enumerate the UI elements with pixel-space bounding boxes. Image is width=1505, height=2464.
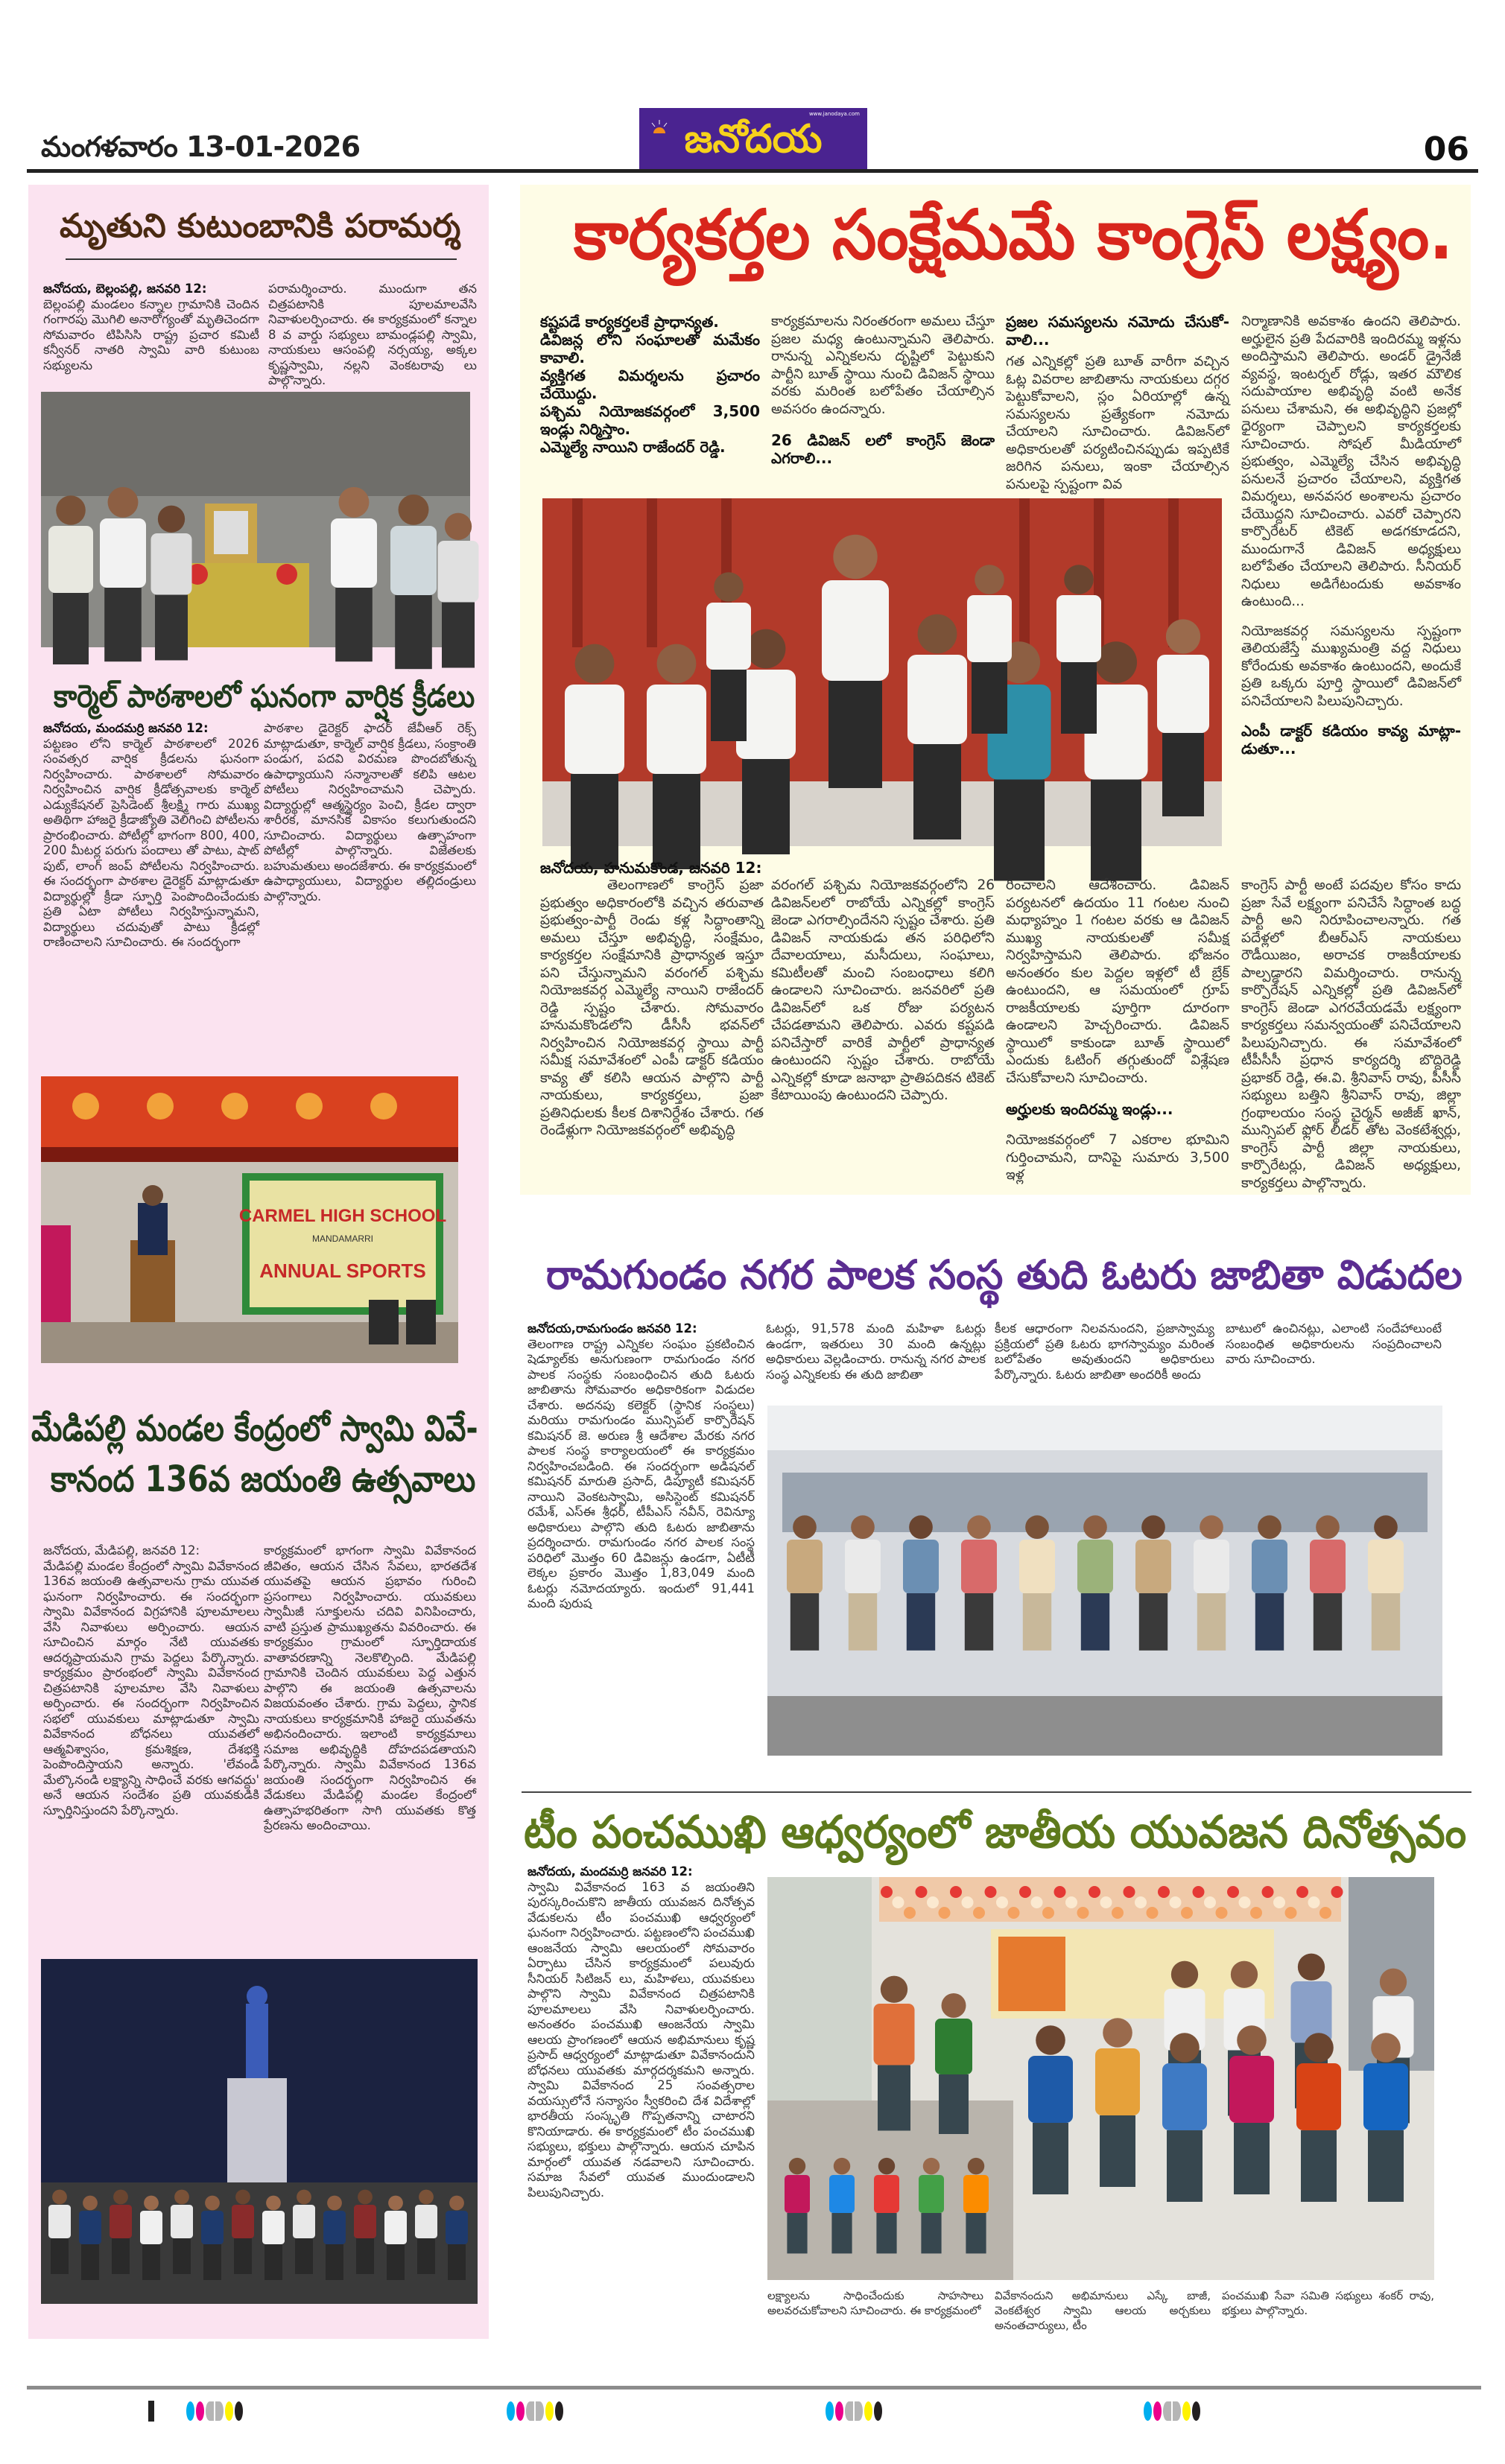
- main-text-bottom-2: వరంగల్ పశ్చిమ నియోజకవర్గంలోని 26 డివిజన్‌లలో రాబోయే ఎన్నికల్లో కాంగ్రెస్ జెండా ఎగరాల్సిందేనని స్పష్టం చేశారు. ప్రతి డివిజన్ నాయకుడు తన పరిధిలోని దేవాలయాలు, మసీదులు, సంఘాలు, కమిటీలతో మంచి సంబంధాలు కలిగి ఉండాలని సూచించారు. జనవరిలో ప్రతి డివిజన్‌లో ఒక రోజు పర్యటన చేపడతామని తెలిపారు. ఎవరు కష్టపడి పనిచేస్తారో వారికే పార్టీలో ప్రాధాన్యత ఉంటుందని స్పష్టం చేశారు. రాబోయే ఎన్నికల్లో కూడా జనాభా ప్రాతిపదికన టికెట్ కేటాయింపు ఉంటుందని చెప్పారు.: [771, 877, 995, 1103]
- flower: [973, 1907, 985, 1919]
- logo-name: జనోదయ: [684, 117, 823, 162]
- panchamukhi-caption-col3: [1222, 2288, 1434, 2321]
- main-text-right-top: నిర్మాణానికి అవకాశం ఉందని తెలిపారు. అర్హులైన ప్రతి పేదవారికి ఇందిరమ్మ ఇళ్లను అందిస్తామని తెలిపారు. అండర్ డ్రైనేజీ వ్యవస్థ, ఇంటర్నల్ రోడ్లు, ఇతర మౌలిక సదుపాయాల అభివృద్ధి వంటి అనేక పనులు చేశామని, ఈ అభివృద్ధిని ప్రజల్లో ధైర్యంగా చెప్పాలని కార్యకర్తలకు సూచించారు. సోషల్ మీడియాలో ప్రభుత్వం, ఎమ్మెల్యే చేసిన అభివృద్ధి పనులనే ప్రచారం చేయాలని, వ్యక్తిగత విమర్శలు, అనవసర అంశాలను ప్రచారం చేయొద్దని సూచించారు. ఎవరో చెప్పారని కార్పొరేటర్ టికెట్ అడగకూడదని, ముందుగానే డివిజన్ అధ్యక్షులు బలోపేతం చేయాలని తెలిపారు. సీనియర్ నిధులు అడిగేటందుకు అవకాశం ఉంటుంది...: [1241, 314, 1461, 609]
- ramagundam-text-1: తెలంగాణ రాష్ట్ర ఎన్నికల సంఘం ప్రకటించిన షెడ్యూల్‌కు అనుగుణంగా రామగుండం నగర పాలక సంస్థకు సంబంధించిన తుది ఓటరు జాబితాను సోమవారం అధికారికంగా విడుదల చేశారు. అదనపు కలెక్టర్ (స్థానిక సంస్థలు) మరియు రామగుండం మున్సిపల్ కార్పొరేషన్ కమిషనర్ జె. అరుణ శ్రీ ఆదేశాల మేరకు నగర పాలక సంస్థ కార్యాలయంలో ఈ కార్యక్రమం నిర్వహించబడింది. ఈ సందర్భంగా అడిషనల్ కమిషనర్ మారుతి ప్రసాద్, డిప్యూటీ కమిషనర్ నాయిని వెంకటస్వామి, అసిస్టెంట్ కమిషనర్ రమేశ్, ఎస్ఈ శ్రీధర్, టీపీఎస్ నవీన్, రెవిన్యూ అధికారులు పాల్గొని తుది ఓటరు జాబితాను ప్రదర్శించారు. రామగుండం నగర పాలక సంస్థ పరిధిలో మొత్తం 60 డివిజన్లు ఉండగా, ఏటీటీ లెక్కల ప్రకారం మొత్తం 1,83,049 మంది ఓటర్లు నమోదయ్యారు. ఇందులో 91,441 మంది పురుష: [527, 1336, 755, 1610]
- subhead-public-issues: ప్రజల సమస్యలను నమోదు చేసుకో-వాలి...: [1006, 313, 1229, 349]
- subhead-mp: ఎంపీ డాక్టర్ కడియం కావ్య మాట్లా-డుతూ...: [1241, 722, 1461, 758]
- color-swatch: [874, 2401, 882, 2421]
- ramagundam-col2: [766, 1321, 986, 1396]
- flower: [1100, 1896, 1112, 1908]
- youth-day-photo-image: [767, 1877, 1434, 2280]
- masthead-logo: [639, 108, 867, 171]
- school-town-sign: MANDAMARRI: [311, 1233, 374, 1244]
- panchamukhi-headline: టీం పంచముఖి ఆధ్వర్యంలో జాతీయ యువజన దినోత్సవం: [524, 1806, 1467, 1858]
- ramagundam-col1: [527, 1321, 755, 1761]
- main-text-right-mid: నియోజకవర్గ సమస్యలను స్పష్టంగా తెలియజేస్తే ముఖ్యమంత్రి వద్ద నిధులు కోరేందుకు అవకాశం ఉంటుందని, అందుకే ప్రతి ఒక్కరు పూర్తి స్థాయిలో డివిజన్‌లో పనిచేయాలని పిలుపునిచ్చారు.: [1241, 623, 1461, 709]
- main-bottom-col3: [1006, 877, 1229, 1183]
- page-number: 06: [1423, 130, 1469, 168]
- main-top-col2: [771, 313, 995, 492]
- flower: [962, 1896, 974, 1908]
- flower: [1008, 1907, 1020, 1919]
- story1-col2: [268, 282, 477, 387]
- flower: [1273, 1896, 1285, 1908]
- youth-day-photo: [767, 1877, 1434, 2280]
- color-swatch: [215, 2401, 224, 2421]
- footer-rule: [27, 2386, 1481, 2390]
- flower: [1331, 1886, 1343, 1898]
- annual-sports-photo-image: [41, 1076, 458, 1363]
- color-registration-marks: [826, 2401, 882, 2421]
- story2-headline: కార్మెల్ పాఠశాలలో ఘనంగా వార్షిక క్రీడలు: [54, 678, 475, 714]
- color-swatch: [516, 2401, 525, 2421]
- flower: [1054, 1886, 1066, 1898]
- panchamukhi-col1: [527, 1864, 755, 2320]
- story1-dateline: జనోదయ, బెల్లంపల్లి, జనవరి 12:: [43, 282, 207, 296]
- flower: [927, 1896, 939, 1908]
- color-swatch: [1173, 2401, 1181, 2421]
- school-name-sign: CARMEL HIGH SCHOOL: [238, 1206, 447, 1226]
- vivekananda-night-photo-image: [41, 1959, 478, 2304]
- story3-col1: [43, 1543, 259, 1946]
- main-right-col: [1241, 313, 1461, 834]
- condolence-photo-image: [41, 392, 470, 647]
- color-swatch: [206, 2401, 214, 2421]
- flower: [893, 1896, 904, 1908]
- flower: [1204, 1896, 1216, 1908]
- header-rule: [27, 169, 1478, 173]
- panchamukhi-dateline: జనోదయ, మందమర్రి జనవరి 12:: [527, 1864, 693, 1879]
- meeting-photo: [542, 498, 1222, 846]
- color-swatch: [1163, 2401, 1171, 2421]
- main-highlights: [540, 313, 760, 492]
- flower: [1089, 1886, 1100, 1898]
- main-text-bottom-3: రించాలని ఆదేశించారు. డివిజన్ పర్యటనలో ఉదయం 11 గంటల నుంచి మధ్యాహ్నం 1 గంటల వరకు ఆ డివిజన్ ముఖ్య నాయకులతో సమీక్ష నిర్వహిస్తామని తెలిపారు. భోజనం అనంతరం కుల పెద్దల ఇళ్లలో టీ బ్రేక్ ఉంటుందని, ఆ సమయంలో గ్రూప్ రాజకీయాలకు పూర్తిగా దూరంగా ఉండాలని హెచ్చరించారు. డివిజన్ స్థాయిలో కాకుండా బూత్ స్థాయిలో ఎందుకు ఓటింగ్ తగ్గుతుందో విశ్లేషణ చేసుకోవాలని సూచించారు.: [1006, 877, 1229, 1086]
- ramagundam-col3: [995, 1321, 1214, 1396]
- flower: [1227, 1886, 1239, 1898]
- color-swatch: [845, 2401, 853, 2421]
- story3-text-2: కార్యక్రమంలో భాగంగా స్వామి వివేకానంద జీవితం, ఆయన చేసిన సేవలు, భారతదేశ యువతపై ఆయన ప్రభావం గురించి ప్రసంగాలు నిర్వహించారు. యువకులు స్వామీజీ సూక్తులను చదివి వినిపించారు, వాటి ప్రస్తుత ప్రాముఖ్యతను వివరించారు. ఈ కార్యక్రమం గ్రామంలో స్ఫూర్తిదాయక వాతావరణాన్ని నెలకొల్పింది. మేడిపల్లి గ్రామానికి చెందిన యువకులు పెద్ద ఎత్తున పాల్గొని ఈ జయంతి ఉత్సవాలను విజయవంతం చేశారు. గ్రామ పెద్దలు, స్థానిక నాయకులు కార్యక్రమానికి హాజరై యువతను అభినందించారు. ఇలాంటి కార్యక్రమాలు సమాజ అభివృద్ధికి దోహదపడతాయని పేర్కొన్నారు. స్వామి వివేకానంద 136వ జయంతి సందర్భంగా నిర్వహించిన ఈ వేడుకలు మేడిపల్లి మండల కేంద్రంలో ఉత్సాహభరితంగా సాగి యువతకు కొత్త ప్రేరణను అందించాయి.: [264, 1543, 476, 1832]
- story1-col1: [43, 282, 259, 378]
- flower: [1181, 1907, 1193, 1919]
- flower: [1065, 1896, 1077, 1908]
- flower: [1124, 1886, 1135, 1898]
- story3-text-1: మేడిపల్లి మండల కేంద్రంలో స్వామి వివేకానంద 136వ జయంతి ఉత్సవాలను గ్రామ యువత ఘనంగా నిర్వహించారు. ఈ సందర్భంగా స్వామి వివేకానంద విగ్రహానికి పూలమాలలు వేసి నివాళులు అర్పించారు. ఆయన సూచించిన మార్గం నేటి యువతకు ఆదర్శప్రాయమని గ్రామ పెద్దలు పేర్కొన్నారు. కార్యక్రమం ప్రారంభంలో స్వామి వివేకానంద చిత్రపటానికి పూలమాల వేసి నివాళులు అర్పించారు. ఈ సందర్భంగా నిర్వహించిన సభలో యువకులు మాట్లాడుతూ స్వామి వివేకానంద బోధనలు యువతలో ఆత్మవిశ్వాసం, క్రమశిక్షణ, దేశభక్తి పెంపొందిస్తాయని అన్నారు. 'లేవండి మేల్కొనండి లక్ష్యాన్ని సాధించే వరకు ఆగవద్దు' అనే ఆయన సందేశం ప్రతి యువకుడికి స్ఫూర్తినిస్తుందని పేర్కొన్నారు.: [43, 1558, 259, 1817]
- story2-col2: [264, 721, 476, 967]
- flower: [1158, 1886, 1170, 1898]
- color-swatch: [507, 2401, 515, 2421]
- issue-date: మంగళవారం 13-01-2026: [41, 130, 361, 163]
- flower: [1135, 1896, 1147, 1908]
- subhead-indiramma: అర్హులకు ఇందిరమ్మ ఇండ్లు...: [1006, 1100, 1173, 1118]
- ramagundam-text-2: ఓటర్లు, 91,578 మంది మహిళా ఓటర్లు ఉండగా, ఇతరులు 30 మంది ఉన్నట్లు అధికారులు వెల్లడించారు. రానున్న నగర పాలక సంస్థ ఎన్నికలకు ఈ తుది జాబితా: [766, 1321, 986, 1382]
- condolence-photo: [41, 392, 470, 647]
- story3-dateline: జనోదయ, మేడిపల్లి, జనవరి 12:: [43, 1543, 200, 1558]
- highlight-1: కష్టపడే కార్యకర్తలకే ప్రాధాన్యత.: [540, 313, 719, 331]
- flower: [1216, 1907, 1228, 1919]
- panchamukhi-caption-2: వివేకానందుని అభిమానులు ఎస్కే బాజీ, వెంకటేశ్వర స్వామి ఆలయ అర్చకులు అనంతచార్యులు, టీం: [995, 2289, 1211, 2332]
- story2-dateline: జనోదయ, మందమర్రి జనవరి 12:: [43, 721, 209, 735]
- panchamukhi-caption-3: పంచముఖి సేవా సమితి సభ్యులు శంకర్ రావు, భక్తులు పాల్గొన్నారు.: [1222, 2289, 1434, 2317]
- panchamukhi-caption-col2: [995, 2288, 1211, 2332]
- registration-mark: [148, 2401, 154, 2422]
- color-swatch: [1153, 2401, 1162, 2421]
- story3-headline-line2: కానంద 136వ జయంతి ఉత్సవాలు: [51, 1458, 476, 1500]
- color-swatch: [225, 2401, 233, 2421]
- flower: [1285, 1907, 1297, 1919]
- subhead-26-divisions: 26 డివిజన్ లలో కాంగ్రెస్ జెండా ఎగరాలి...: [771, 431, 995, 467]
- story2-col1: [43, 721, 259, 1004]
- highlight-4: పశ్చిమ నియోజకవర్గంలో 3,500 ఇండ్లు నిర్మిస్తాం.: [540, 402, 760, 438]
- story2-text-1: పట్టణం లోని కార్మెల్ పాఠశాలలో 2026 సంవత్సర వార్షిక క్రీడలను ఘనంగా నిర్వహించారు. పాఠశాలలో సోమవారం నిర్వహించిన వార్షిక క్రీడోత్సవాలకు కార్మెల్ ఎడ్యుకేషనల్ ప్రెసిడెంట్ శ్రీలక్ష్మి గారు ముఖ్య అతిథిగా హాజరై క్రీడాజ్యోతి వెలిగించి పోటీలను ప్రారంభించారు. పోటీల్లో భాగంగా 800, 400, 200 మీటర్ల పరుగు పందాలు తో పాటు, షాట్ పుట్, లాంగ్ జంప్ పోటీలను నిర్వహించారు. ఈ సందర్భంగా పాఠశాల డైరెక్టర్ మాట్లాడుతూ విద్యార్థుల్లో క్రీడా స్ఫూర్తి పెంపొందించేందుకు ప్రతి ఏటా పోటీలు నిర్వహిస్తున్నామని, విద్యార్థులు చదువుతో పాటు క్రీడల్లో రాణించాలని సూచించారు. ఈ సందర్భంగా: [43, 736, 259, 949]
- color-swatch: [526, 2401, 534, 2421]
- color-registration-marks: [186, 2401, 243, 2421]
- color-swatch: [545, 2401, 554, 2421]
- main-text-bottom-1: తెలంగాణలో కాంగ్రెస్ ప్రజా ప్రభుత్వం అధికారంలోకి వచ్చిన తరువాత ప్రభుత్వం-పార్టీ రెండు కళ్ల సిద్ధాంతాన్ని అమలు చేస్తూ అభివృద్ధి, సంక్షేమం, కార్యకర్తల సంక్షేమానికి ప్రాధాన్యత ఇస్తూ పని చేస్తున్నామని వరంగల్ పశ్చిమ నియోజకవర్గ ఎమ్మెల్యే నాయిని రాజేందర్ రెడ్డి స్పష్టం చేశారు. సోమవారం హనుమకొండలోని డీసీసీ భవన్‌లో నిర్వహించిన నియోజకవర్గ స్థాయి పార్టీ సమీక్ష సమావేశంలో ఎంపీ డాక్టర్ కడియం కావ్య తో కలిసి ఆయన పాల్గొని పార్టీ నాయకులు, కార్యకర్తలు, ప్రజా ప్రతినిధులకు కీలక దిశానిర్దేశం చేశారు. గత రెండేళ్లుగా నియోజకవర్గంలో అభివృద్ధి: [540, 877, 764, 1138]
- story1-headline: మృతుని కుటుంబానికి పరామర్శ: [60, 207, 461, 245]
- flower: [1262, 1886, 1274, 1898]
- section-divider: [522, 1791, 1471, 1793]
- main-text-top-2: కార్యక్రమాలను నిరంతరంగా అమలు చేస్తూ ప్రజల మధ్య ఉంటున్నామని తెలిపారు. రానున్న ఎన్నికలను దృష్టిలో పెట్టుకుని పార్టీని బూత్ స్థాయి నుంచి డివిజన్ స్థాయి వరకు మరింత బలోపేతం చేయాల్సిన అవసరం ఉందన్నారు.: [771, 314, 995, 417]
- color-swatch: [855, 2401, 863, 2421]
- flower: [1319, 1907, 1331, 1919]
- logo-url: www.janodaya.com: [808, 111, 860, 117]
- color-swatch: [826, 2401, 834, 2421]
- panchamukhi-text-1: స్వామి వివేకానంద 163 వ జయంతిని పురస్కరించుకొని జాతీయ యువజన దినోత్సవ వేడుకలను టీం పంచముఖి ఆధ్వర్యంలో ఘనంగా నిర్వహించారు. పట్టణంలోని పంచముఖి ఆంజనేయ స్వామి ఆలయంలో సోమవారం ఏర్పాటు చేసిన కార్యక్రమంలో పలువురు సీనియర్ సిటిజన్ లు, మహిళలు, యువకులు పాల్గొని స్వామి వివేకానంద చిత్రపటానికి పూలమాలలు వేసి నివాళులర్పించారు. అనంతరం పంచముఖి ఆంజనేయ స్వామి ఆలయ ప్రాంగణంలో ఆయన అభిమానులు కృష్ణ ప్రసాద్ ఆధ్వర్యంలో మాట్లాడుతూ వివేకానందుని బోధనలు యువతకు మార్గదర్శకమని అన్నారు. స్వామి వివేకానంద 25 సంవత్సరాల వయస్సులోనే సన్యాసం స్వీకరించి దేశ విదేశాల్లో భారతీయ సంస్కృతి గొప్పతనాన్ని చాటారని కొనియాడారు. ఈ కార్యక్రమంలో టీం పంచముఖి సభ్యులు, భక్తులు పాల్గొన్నారు. ఆయన చూపిన మార్గంలో యువత నడవాలని సూచించారు. సమాజ సేవలో యువత ముందుండాలని పిలుపునిచ్చారు.: [527, 1879, 755, 2200]
- flower: [1239, 1896, 1251, 1908]
- color-swatch: [186, 2401, 194, 2421]
- story3-headline-line1: మేడిపల్లి మండల కేంద్రంలో స్వామి వివే-: [31, 1408, 478, 1449]
- main-headline: కార్యకర్తల సంక్షేమమే కాంగ్రెస్ లక్ష్యం.: [574, 195, 1454, 275]
- flower: [939, 1907, 951, 1919]
- flower: [1042, 1907, 1054, 1919]
- color-swatch: [196, 2401, 204, 2421]
- flower: [1193, 1886, 1205, 1898]
- story1-headline-underline: [66, 258, 457, 260]
- panchamukhi-caption-col1: [767, 2288, 983, 2321]
- flower: [904, 1907, 916, 1919]
- flower: [1031, 1896, 1043, 1908]
- color-registration-marks: [1144, 2401, 1200, 2421]
- highlight-3: వ్యక్తిగత విమర్శలను ప్రచారం చేయొద్దు.: [540, 366, 760, 402]
- rising-sun-icon: [648, 118, 671, 141]
- color-swatch: [864, 2401, 872, 2421]
- color-swatch: [835, 2401, 843, 2421]
- annual-sports-sign: ANNUAL SPORTS: [259, 1260, 426, 1282]
- flower: [950, 1886, 962, 1898]
- flower: [1147, 1907, 1159, 1919]
- story1-text-2: పరామర్శించారు. ముందుగా తన చిత్రపటానికి పూలమాలవేసి నివాళులర్పించారు. ఈ కార్యక్రమంలో కన్నాల 8 వ వార్డు సభ్యులు బామండ్లపల్లి స్వామి, నాయకులు ఆసంపల్లి నర్సయ్య, అక్కల కృష్ణస్వామి, నల్లని వెంకటరావు లు పాల్గొన్నారు.: [268, 282, 477, 387]
- flower: [985, 1886, 997, 1898]
- main-top-col3: [1006, 313, 1229, 492]
- panchamukhi-caption-1: లక్ష్యాలను సాధించేందుకు సాహసాలు అలవరచుకోవాలని సూచించారు. ఈ కార్యక్రమంలో: [767, 2289, 983, 2317]
- ramagundam-headline: రామగుండం నగర పాలక సంస్థ తుది ఓటరు జాబితా విడుదల: [546, 1251, 1463, 1298]
- color-swatch: [1182, 2401, 1191, 2421]
- main-bottom-col1: [540, 859, 764, 1179]
- vivekananda-night-photo: [41, 1959, 478, 2304]
- flower: [1296, 1886, 1308, 1898]
- flower: [1250, 1907, 1262, 1919]
- ramagundam-text-4: బాటులో ఉంచినట్లు, ఎలాంటి సందేహాలుంటే సంబంధిత అధికారులను సంప్రదించాలని వారు సూచించారు.: [1226, 1321, 1442, 1366]
- meeting-photo-image: [542, 498, 1222, 846]
- voter-list-photo-image: [767, 1406, 1442, 1756]
- flower: [1077, 1907, 1089, 1919]
- main-bottom-col4: [1241, 877, 1461, 1191]
- annual-sports-photo: [41, 1076, 458, 1363]
- ramagundam-dateline: జనోదయ,రామగుండం జనవరి 12:: [527, 1321, 697, 1336]
- main-dateline: జనోదయ, హనుమకొండ, జనవరి 12:: [540, 859, 762, 877]
- main-text-bottom-4: కాంగ్రెస్ పార్టీ అంటే పదవుల కోసం కాదు ప్రజా సేవే లక్ష్యంగా పనిచేసే సిద్ధాంత బద్ధ పార్టీ అని నిరూపించాలన్నారు. గత పదేళ్లలో బీఆర్ఎస్ నాయకులు రౌడీయిజం, అరాచక రాజకీయాలకు పాల్పడ్డారని విమర్శించారు. రానున్న కార్పొరేషన్ ఎన్నికల్లో ప్రతి డివిజన్‌లో కాంగ్రెస్ జెండా ఎగరవేయడమే లక్ష్యంగా కార్యకర్తలు సమన్వయంతో పనిచేయాలని పిలుపునిచ్చారు. ఈ సమావేశంలో టీపీసీసీ ప్రధాన కార్యదర్శి బొద్దిరెడ్డి ప్రభాకర్ రెడ్డి, ఈ.వి. శ్రీనివాస్ రావు, పీసీసీ సభ్యులు బత్తిని శ్రీనివాస్ రావు, జిల్లా గ్రంథాలయం సంస్థ చైర్మన్ అజీజ్ ఖాన్, మున్సిపల్ ఫ్లోర్ లీడర్ తోట వెంకటేశ్వర్లు, కాంగ్రెస్ పార్టీ జిల్లా నాయకులు, కార్పొరేటర్లు, డివిజన్ అధ్యక్షులు, కార్యకర్తలు పాల్గొన్నారు.: [1241, 877, 1461, 1191]
- main-bottom-col2: [771, 877, 995, 1178]
- color-swatch: [1192, 2401, 1200, 2421]
- flower: [1112, 1907, 1124, 1919]
- flower: [916, 1886, 928, 1898]
- flower: [1019, 1886, 1031, 1898]
- color-swatch: [1144, 2401, 1152, 2421]
- flower: [1308, 1896, 1320, 1908]
- ramagundam-text-3: కీలక ఆధారంగా నిలవనుందని, ప్రజాస్వామ్య ప్రక్రియలో ప్రతి ఓటరు భాగస్వామ్యం మరింత బలోపేతం అవుతుందని అధికారులు పేర్కొన్నారు. ఓటరు జాబితా అందరికీ అందు: [995, 1321, 1214, 1382]
- color-swatch: [536, 2401, 544, 2421]
- story1-text-1: బెల్లంపల్లి మండలం కన్నాల గ్రామానికి చెందిన గంగారపు మొగిలి అనారోగ్యంతో మృతిచెందగా సోమవారం టిపిసిసి రాష్ట్ర ప్రచార కమిటీ కన్వీనర్ నాతరి స్వామి వారి కుటుంబ సభ్యులను: [43, 296, 259, 372]
- color-swatch: [235, 2401, 243, 2421]
- color-registration-marks: [507, 2401, 563, 2421]
- highlight-5: ఎమ్మెల్యే నాయిని రాజేందర్ రెడ్డి.: [540, 438, 726, 456]
- ramagundam-col4: [1226, 1321, 1442, 1396]
- main-text-top-3: గత ఎన్నికల్లో ప్రతి బూత్ వారీగా వచ్చిన ఓట్ల వివరాల జాబితాను నాయకులు దగ్గర పెట్టుకోవాలని, స్లం ఏరియాల్లో ఉన్న సమస్యలను ప్రత్యేకంగా నమోదు చేయాలని సూచించారు. డివిజన్‌లో అధికారులతో పర్యటించినప్పుడు ఇప్పటికే జరిగిన పనులు, ఇంకా చేయాల్సిన పనులపై స్పష్టంగా వివ: [1006, 354, 1229, 492]
- flower: [1170, 1896, 1182, 1908]
- highlight-2: డివిజన్ల లోని సంఘాలతో మమేకం కావాలి.: [540, 331, 760, 366]
- story2-text-2: పాఠశాల డైరెక్టర్ ఫాదర్ జేవీఆర్ రెక్స్ మాట్లాడుతూ, కార్మెల్ వార్షిక క్రీడలు, సంక్రాంతి పండుగ, పదవి విరమణ పొందబోతున్న ఉపాధ్యాయుని సన్మానాలతో కలిపి ఆటల పోటీలు నిర్వహించామని చెప్పారు. విద్యార్థుల్లో ఆత్మస్థైర్యం పెంచి, క్రీడల ద్వారా శారీరక, మానసిక వికాసం కలుగుతుందని సూచించారు. విద్యార్థులు ఉత్సాహంగా పోటీల్లో పాల్గొన్నారు. విజేతలకు బహుమతులు అందజేశారు. ఈ కార్యక్రమంలో ఉపాధ్యాయులు, విద్యార్థుల తల్లిదండ్రులు పాల్గొన్నారు.: [264, 721, 476, 904]
- voter-list-photo: [767, 1406, 1442, 1756]
- color-swatch: [555, 2401, 563, 2421]
- story3-col2: [264, 1543, 476, 1946]
- flower: [996, 1896, 1008, 1908]
- flower: [881, 1886, 893, 1898]
- main-text-bottom-3-end: నియోజకవర్గంలో 7 ఎకరాల భూమిని గుర్తించామని, దానిపై సుమారు 3,500 ఇళ్ల: [1006, 1132, 1229, 1183]
